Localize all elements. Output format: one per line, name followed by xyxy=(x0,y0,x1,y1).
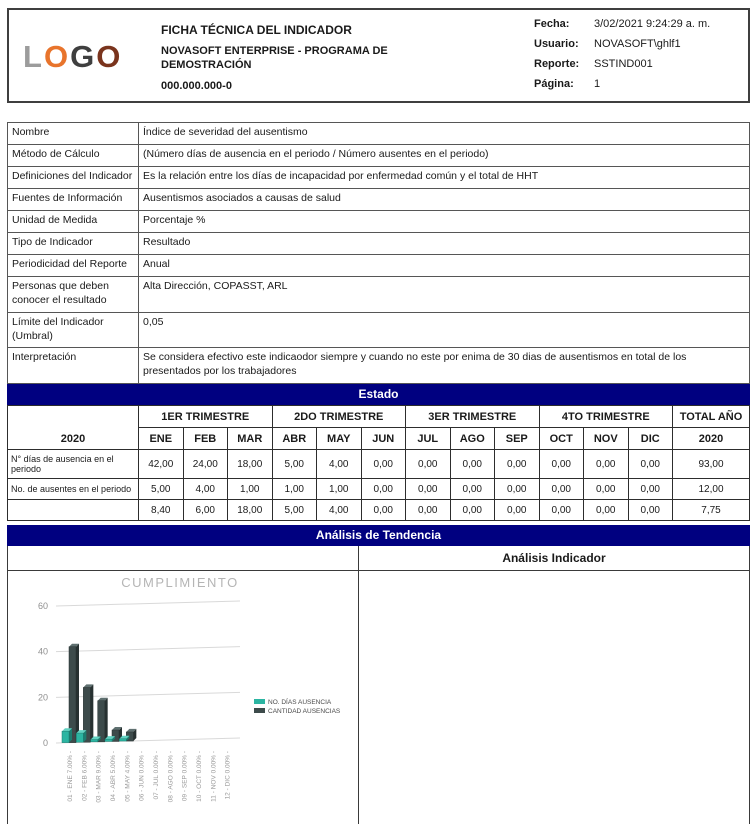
table-row xyxy=(8,189,750,211)
x-axis-label: 06 - JUN 0.00% - xyxy=(138,751,146,802)
report-title: FICHA TÉCNICA DEL INDICADOR xyxy=(161,23,352,37)
cumplimiento-chart xyxy=(8,571,356,823)
x-axis-label: 05 - MAY 4.00% - xyxy=(124,751,132,802)
estado-value: 0,00 xyxy=(628,500,673,521)
legend-swatch xyxy=(254,708,265,713)
info-label: Límite del Indicador (Umbral) xyxy=(8,312,139,348)
company-logo xyxy=(23,16,151,97)
info-label: Personas que deben conocer el resultado xyxy=(8,277,139,313)
month-header: MAY xyxy=(317,428,362,450)
analysis-body xyxy=(7,571,750,824)
legend-label: CANTIDAD AUSENCIAS xyxy=(268,708,341,716)
x-axis-label: 07 - JUL 0.00% - xyxy=(153,751,160,800)
x-axis-label: 03 - MAR 9.00% - xyxy=(95,751,103,803)
bar-side xyxy=(90,685,93,743)
estado-value: 5,00 xyxy=(272,500,317,521)
meta-label: Reporte: xyxy=(534,58,580,70)
x-axis-label: 10 - OCT 0.00% - xyxy=(196,751,203,802)
month-header: ABR xyxy=(272,428,317,450)
info-label: Método de Cálculo xyxy=(8,145,139,167)
meta-value: NOVASOFT\ghlf1 xyxy=(594,38,681,50)
month-header: JUL xyxy=(406,428,451,450)
info-value: Es la relación entre los días de incapacidad por enfermedad común y el total de HHT xyxy=(139,167,750,189)
gridline xyxy=(56,601,240,606)
estado-value: 0,00 xyxy=(406,450,451,479)
logo-letter: O xyxy=(96,38,123,74)
estado-value: 0,00 xyxy=(628,450,673,479)
info-label: Fuentes de Información xyxy=(8,189,139,211)
estado-value: 1,00 xyxy=(228,479,273,500)
table-row xyxy=(8,145,750,167)
estado-data-row xyxy=(8,500,750,521)
info-value: Resultado xyxy=(139,233,750,255)
info-value: Porcentaje % xyxy=(139,211,750,233)
estado-value: 18,00 xyxy=(228,450,273,479)
estado-value: 0,00 xyxy=(628,479,673,500)
y-tick-label: 0 xyxy=(42,738,48,749)
info-value: Alta Dirección, COPASST, ARL xyxy=(139,277,750,313)
total-year-cell: 2020 xyxy=(673,428,750,450)
estado-value: 0,00 xyxy=(584,500,629,521)
estado-data-row xyxy=(8,479,750,500)
meta-row-pagina xyxy=(534,78,738,90)
month-header: MAR xyxy=(228,428,273,450)
info-label: Periodicidad del Reporte xyxy=(8,255,139,277)
estado-value: 0,00 xyxy=(495,500,540,521)
y-tick-label: 60 xyxy=(37,601,48,612)
table-row xyxy=(8,123,750,145)
info-value: Anual xyxy=(139,255,750,277)
x-axis-label: 08 - AGO 0.00% - xyxy=(167,751,175,803)
report-subtitle: NOVASOFT ENTERPRISE - PROGRAMA DE DEMOSTRACIÓN xyxy=(161,45,388,72)
estado-table xyxy=(7,405,750,521)
report-meta xyxy=(534,16,738,97)
trimester-header: 1ER TRIMESTRE xyxy=(139,406,273,428)
bar xyxy=(62,731,69,742)
meta-value: 1 xyxy=(594,78,601,90)
chart-title: CUMPLIMIENTO xyxy=(121,575,239,591)
month-header: ENE xyxy=(139,428,184,450)
month-header: SEP xyxy=(495,428,540,450)
table-row xyxy=(8,277,750,313)
info-label: Nombre xyxy=(8,123,139,145)
month-header: OCT xyxy=(539,428,584,450)
meta-label: Página: xyxy=(534,78,574,90)
estado-value: 0,00 xyxy=(495,479,540,500)
info-value: Se considera efectivo este indicaodor siempre y cuando no este por enima de 30 dias de ausentismos en total de los presentados por los trabajadores xyxy=(139,348,750,384)
estado-row-label xyxy=(8,500,139,521)
estado-value: 0,00 xyxy=(450,450,495,479)
estado-value: 0,00 xyxy=(361,500,406,521)
estado-value: 1,00 xyxy=(272,479,317,500)
month-header: DIC xyxy=(628,428,673,450)
estado-total: 12,00 xyxy=(673,479,750,500)
estado-value: 0,00 xyxy=(495,450,540,479)
table-row xyxy=(8,312,750,348)
estado-value: 0,00 xyxy=(539,450,584,479)
info-label: Definiciones del Indicador xyxy=(8,167,139,189)
table-row xyxy=(8,348,750,384)
tendencia-section-band: Análisis de Tendencia xyxy=(7,525,750,546)
analysis-header-row xyxy=(7,546,750,571)
bar-side xyxy=(76,644,79,743)
gridline xyxy=(56,647,240,652)
estado-year-cell: 2020 xyxy=(8,406,139,450)
meta-row-fecha xyxy=(534,18,738,30)
bar xyxy=(76,733,83,742)
report-code: 000.000.000-0 xyxy=(161,79,232,92)
trimester-header: 3ER TRIMESTRE xyxy=(406,406,540,428)
table-row xyxy=(8,211,750,233)
trimester-header: 2DO TRIMESTRE xyxy=(272,406,406,428)
total-year-header: TOTAL AÑO xyxy=(673,406,750,428)
estado-value: 5,00 xyxy=(272,450,317,479)
estado-value: 42,00 xyxy=(139,450,184,479)
info-value: 0,05 xyxy=(139,312,750,348)
estado-value: 4,00 xyxy=(317,450,362,479)
meta-row-usuario xyxy=(534,38,738,50)
estado-value: 18,00 xyxy=(228,500,273,521)
indicator-info-table xyxy=(7,122,750,384)
logo-letter: L xyxy=(23,38,44,74)
report-header xyxy=(7,8,750,103)
chart-header-cell xyxy=(8,546,359,570)
estado-value: 0,00 xyxy=(539,479,584,500)
meta-value: 3/02/2021 9:24:29 a. m. xyxy=(594,18,711,30)
tendencia-chart-cell xyxy=(8,571,359,824)
month-header: FEB xyxy=(183,428,228,450)
info-label: Unidad de Medida xyxy=(8,211,139,233)
info-label: Interpretación xyxy=(8,348,139,384)
estado-value: 0,00 xyxy=(361,479,406,500)
estado-value: 8,40 xyxy=(139,500,184,521)
meta-value: SSTIND001 xyxy=(594,58,653,70)
bar xyxy=(91,740,98,742)
x-axis-label: 09 - SEP 0.00% - xyxy=(181,751,189,802)
y-tick-label: 40 xyxy=(37,646,48,657)
estado-value: 0,00 xyxy=(361,450,406,479)
meta-label: Usuario: xyxy=(534,38,579,50)
estado-section-band: Estado xyxy=(7,384,750,405)
estado-value: 24,00 xyxy=(183,450,228,479)
estado-value: 6,00 xyxy=(183,500,228,521)
estado-value: 0,00 xyxy=(406,500,451,521)
x-axis-label: 01 - ENE 7.00% - xyxy=(67,751,74,802)
estado-value: 0,00 xyxy=(539,500,584,521)
estado-value: 4,00 xyxy=(183,479,228,500)
bar xyxy=(119,739,126,741)
table-row xyxy=(8,167,750,189)
bar xyxy=(98,701,105,742)
estado-total: 7,75 xyxy=(673,500,750,521)
estado-value: 0,00 xyxy=(450,479,495,500)
estado-row-label: No. de ausentes en el periodo xyxy=(8,479,139,500)
estado-trimester-header-row xyxy=(8,406,750,428)
estado-value: 0,00 xyxy=(584,450,629,479)
table-row xyxy=(8,255,750,277)
info-label: Tipo de Indicador xyxy=(8,233,139,255)
meta-row-reporte xyxy=(534,58,738,70)
logo-letter: O xyxy=(43,38,71,74)
info-value: Ausentismos asociados a causas de salud xyxy=(139,189,750,211)
analysis-indicator-header: Análisis Indicador xyxy=(502,551,606,566)
estado-value: 0,00 xyxy=(406,479,451,500)
x-axis-label: 04 - ABR 5.00% - xyxy=(110,751,117,802)
month-header: JUN xyxy=(361,428,406,450)
x-axis-label: 11 - NOV 0.00% - xyxy=(210,751,218,802)
info-value: Índice de severidad del ausentismo xyxy=(139,123,750,145)
estado-value: 0,00 xyxy=(450,500,495,521)
x-axis-label: 02 - FEB 6.00% - xyxy=(81,751,89,802)
estado-value: 5,00 xyxy=(139,479,184,500)
trimester-header: 4TO TRIMESTRE xyxy=(539,406,673,428)
bar-side xyxy=(105,698,108,742)
estado-value: 0,00 xyxy=(584,479,629,500)
legend-swatch xyxy=(254,699,265,704)
estado-value: 4,00 xyxy=(317,500,362,521)
logo-letter: G xyxy=(70,38,97,74)
estado-data-row xyxy=(8,450,750,479)
month-header: NOV xyxy=(584,428,629,450)
analysis-indicator-notes xyxy=(359,571,749,824)
bar xyxy=(105,739,112,741)
table-row xyxy=(8,233,750,255)
estado-value: 1,00 xyxy=(317,479,362,500)
info-value: (Número días de ausencia en el periodo / Número ausentes en el periodo) xyxy=(139,145,750,167)
report-titles xyxy=(151,16,534,97)
meta-label: Fecha: xyxy=(534,18,570,30)
estado-total: 93,00 xyxy=(673,450,750,479)
y-tick-label: 20 xyxy=(37,692,48,703)
legend-label: NO. DÍAS AUSENCIA xyxy=(268,699,332,707)
estado-row-label: N° días de ausencia en el periodo xyxy=(8,450,139,479)
x-axis-label: 12 - DIC 0.00% - xyxy=(224,751,232,800)
month-header: AGO xyxy=(450,428,495,450)
